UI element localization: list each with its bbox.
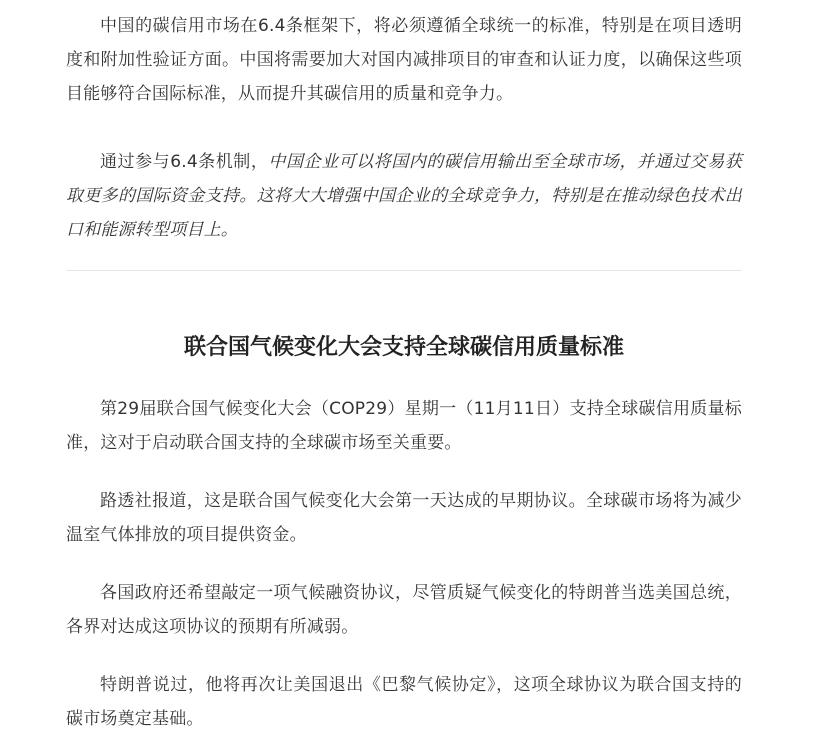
paragraph-italic-text: 中国企业可以将国内的碳信用输出至全球市场，并通过交易获取更多的国际资金支持。这将大大增强中国企业的全球竞争力，特别是在推动绿色技术出口和能源转型项目上。 [66,152,742,240]
article-paragraph: 特朗普说过，他将再次让美国退出《巴黎气候协定》，这项全球协议为联合国支持的碳市场奠定基础。 [66,675,742,729]
article-paragraph: 各国政府还希望敲定一项气候融资协议，尽管质疑气候变化的特朗普当选美国总统，各界对达成这项协议的预期有所减弱。 [66,583,742,637]
article-paragraph: 中国的碳信用市场在6.4条框架下，将必须遵循全球统一的标准，特别是在项目透明度和附加性验证方面。中国将需要加大对国内减排项目的审查和认证力度，以确保这些项目能够符合国际标准，从而提升其碳信用的质量和竞争力。 [66,16,742,104]
section-divider [66,270,742,271]
article-paragraph: 第29届联合国气候变化大会（COP29）星期一（11月11日）支持全球碳信用质量标准，这对于启动联合国支持的全球碳市场至关重要。 [66,399,742,453]
article-paragraph: 路透社报道，这是联合国气候变化大会第一天达成的早期协议。全球碳市场将为减少温室气体排放的项目提供资金。 [66,491,742,545]
paragraph-lead-text: 通过参与6.4条机制， [100,152,269,172]
article-paragraph-emphasized [66,145,742,247]
section-heading: 联合国气候变化大会支持全球碳信用质量标准 [183,335,624,360]
